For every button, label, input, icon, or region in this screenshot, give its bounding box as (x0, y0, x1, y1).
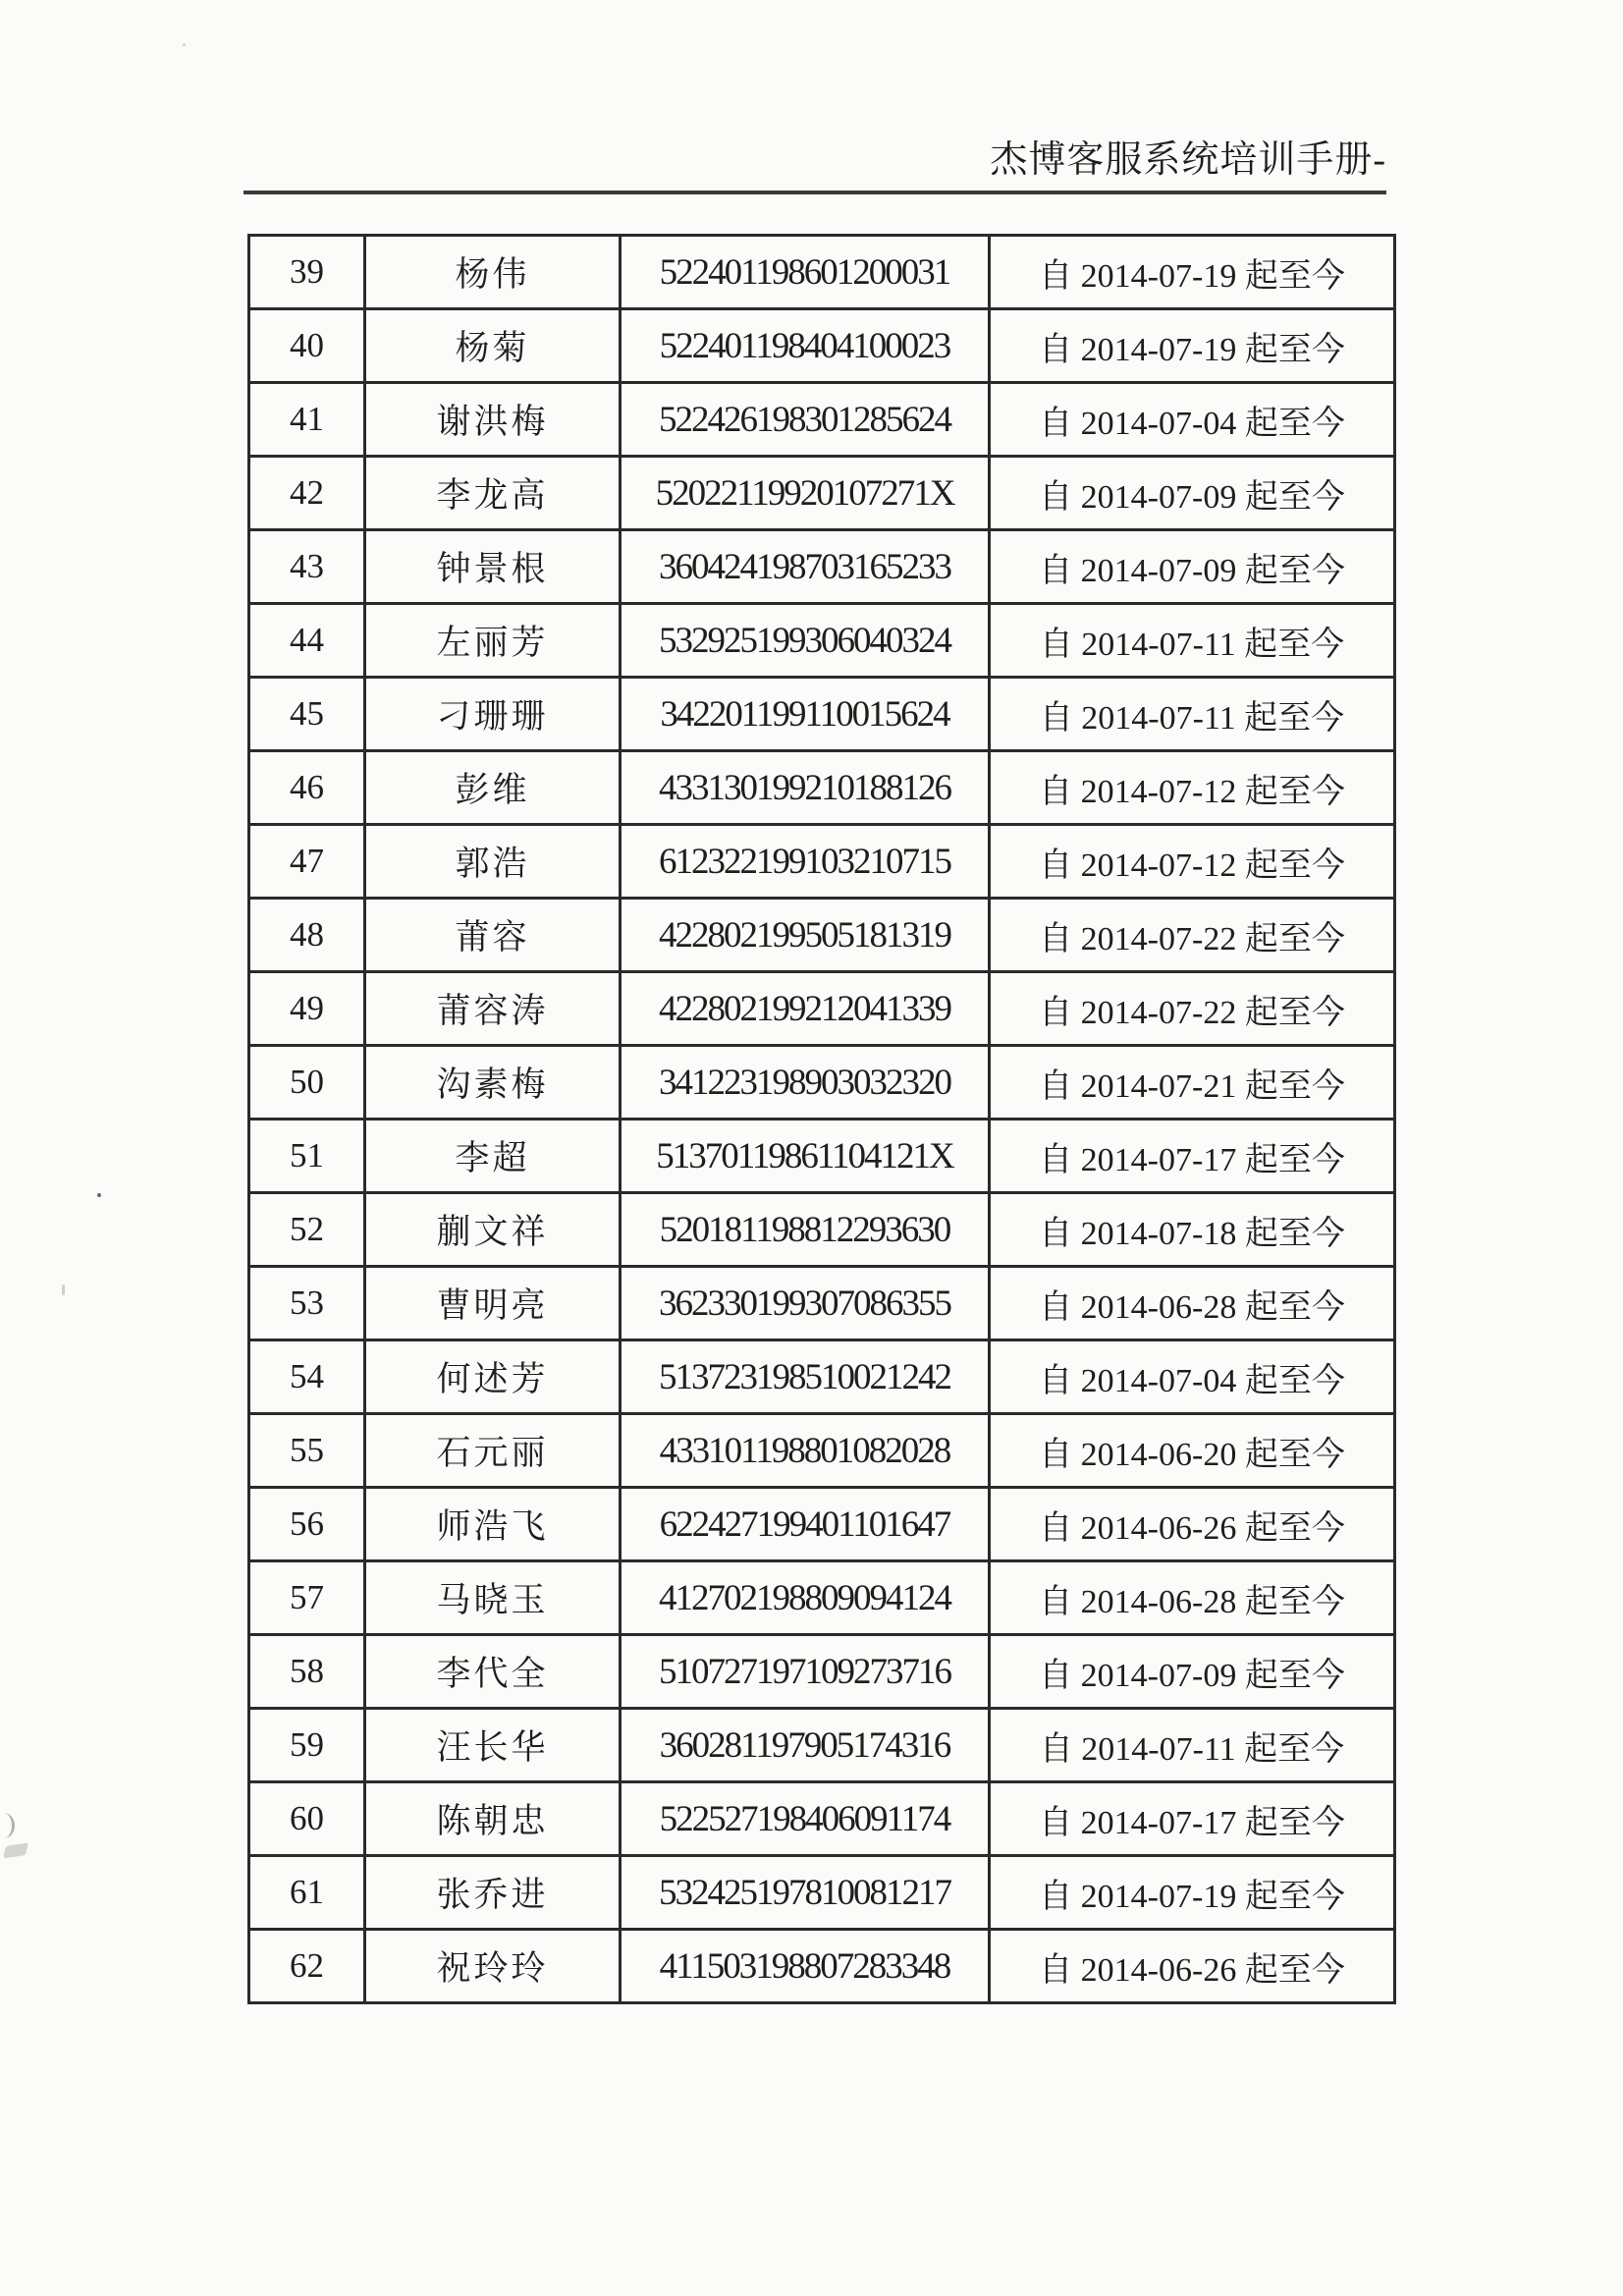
cell-id: 622427199401101647 (621, 1488, 990, 1561)
cell-id: 513723198510021242 (621, 1340, 990, 1414)
cell-index: 53 (249, 1267, 365, 1340)
cell-id: 612322199103210715 (621, 825, 990, 899)
cell-id: 433101198801082028 (621, 1414, 990, 1488)
cell-name: 钟景根 (365, 530, 621, 604)
cell-id: 422802199505181319 (621, 899, 990, 972)
cell-period: 自 2014-07-19 起至今 (990, 309, 1395, 383)
cell-name: 李超 (365, 1120, 621, 1193)
cell-period: 自 2014-07-17 起至今 (990, 1782, 1395, 1856)
table-row (249, 1414, 1395, 1488)
table-row (249, 236, 1395, 309)
cell-index: 39 (249, 236, 365, 309)
cell-period: 自 2014-07-17 起至今 (990, 1120, 1395, 1193)
cell-period: 自 2014-07-12 起至今 (990, 751, 1395, 825)
cell-name: 曹明亮 (365, 1267, 621, 1340)
cell-index: 62 (249, 1930, 365, 2003)
cell-period: 自 2014-07-04 起至今 (990, 1340, 1395, 1414)
table-row (249, 678, 1395, 751)
scan-artifact (97, 1193, 101, 1197)
table-row (249, 1782, 1395, 1856)
cell-index: 54 (249, 1340, 365, 1414)
roster-table-body (249, 236, 1395, 2003)
cell-name: 张乔进 (365, 1856, 621, 1930)
cell-index: 48 (249, 899, 365, 972)
cell-name: 杨菊 (365, 309, 621, 383)
cell-name: 李龙高 (365, 457, 621, 530)
cell-name: 刁珊珊 (365, 678, 621, 751)
cell-index: 55 (249, 1414, 365, 1488)
cell-name: 莆容 (365, 899, 621, 972)
cell-period: 自 2014-07-11 起至今 (990, 1709, 1395, 1782)
cell-name: 马晓玉 (365, 1561, 621, 1635)
cell-index: 42 (249, 457, 365, 530)
cell-id: 362330199307086355 (621, 1267, 990, 1340)
cell-name: 郭浩 (365, 825, 621, 899)
table-row (249, 1120, 1395, 1193)
cell-name: 左丽芳 (365, 604, 621, 678)
scan-artifact (183, 43, 186, 46)
cell-name: 蒯文祥 (365, 1193, 621, 1267)
cell-name: 彭维 (365, 751, 621, 825)
cell-id: 360424198703165233 (621, 530, 990, 604)
page-header-title: 杰博客服系统培训手册- (990, 139, 1386, 181)
table-row (249, 1340, 1395, 1414)
cell-period: 自 2014-07-22 起至今 (990, 899, 1395, 972)
table-row (249, 751, 1395, 825)
cell-period: 自 2014-07-21 起至今 (990, 1046, 1395, 1120)
cell-period: 自 2014-06-26 起至今 (990, 1488, 1395, 1561)
table-row (249, 457, 1395, 530)
cell-index: 45 (249, 678, 365, 751)
cell-index: 47 (249, 825, 365, 899)
cell-index: 44 (249, 604, 365, 678)
cell-period: 自 2014-07-09 起至今 (990, 1635, 1395, 1709)
table-row (249, 1267, 1395, 1340)
cell-id: 522401198404100023 (621, 309, 990, 383)
cell-index: 52 (249, 1193, 365, 1267)
table-row (249, 383, 1395, 457)
cell-id: 433130199210188126 (621, 751, 990, 825)
cell-id: 522401198601200031 (621, 236, 990, 309)
cell-period: 自 2014-07-19 起至今 (990, 236, 1395, 309)
cell-index: 43 (249, 530, 365, 604)
cell-name: 汪长华 (365, 1709, 621, 1782)
cell-id: 342201199110015624 (621, 678, 990, 751)
table-row (249, 1046, 1395, 1120)
cell-period: 自 2014-06-20 起至今 (990, 1414, 1395, 1488)
header-rule (243, 191, 1386, 194)
cell-id: 360281197905174316 (621, 1709, 990, 1782)
scan-artifact (3, 1813, 15, 1838)
cell-id: 510727197109273716 (621, 1635, 990, 1709)
cell-period: 自 2014-07-04 起至今 (990, 383, 1395, 457)
cell-index: 57 (249, 1561, 365, 1635)
cell-name: 谢洪梅 (365, 383, 621, 457)
table-row (249, 972, 1395, 1046)
roster-table (247, 234, 1396, 2004)
cell-index: 58 (249, 1635, 365, 1709)
table-row (249, 1930, 1395, 2003)
cell-period: 自 2014-06-28 起至今 (990, 1267, 1395, 1340)
cell-period: 自 2014-07-11 起至今 (990, 604, 1395, 678)
cell-index: 61 (249, 1856, 365, 1930)
cell-id: 522426198301285624 (621, 383, 990, 457)
table-row (249, 1193, 1395, 1267)
cell-index: 51 (249, 1120, 365, 1193)
cell-name: 石元丽 (365, 1414, 621, 1488)
table-row (249, 309, 1395, 383)
cell-id: 422802199212041339 (621, 972, 990, 1046)
cell-index: 40 (249, 309, 365, 383)
cell-index: 56 (249, 1488, 365, 1561)
cell-id: 412702198809094124 (621, 1561, 990, 1635)
table-row (249, 604, 1395, 678)
cell-name: 李代全 (365, 1635, 621, 1709)
cell-id: 52022119920107271X (621, 457, 990, 530)
cell-index: 59 (249, 1709, 365, 1782)
cell-index: 49 (249, 972, 365, 1046)
cell-period: 自 2014-07-18 起至今 (990, 1193, 1395, 1267)
cell-name: 陈朝忠 (365, 1782, 621, 1856)
table-row (249, 1856, 1395, 1930)
cell-name: 莆容涛 (365, 972, 621, 1046)
cell-period: 自 2014-07-22 起至今 (990, 972, 1395, 1046)
cell-id: 51370119861104121X (621, 1120, 990, 1193)
cell-name: 杨伟 (365, 236, 621, 309)
cell-id: 522527198406091174 (621, 1782, 990, 1856)
table-row (249, 1561, 1395, 1635)
cell-name: 沟素梅 (365, 1046, 621, 1120)
cell-index: 60 (249, 1782, 365, 1856)
cell-id: 341223198903032320 (621, 1046, 990, 1120)
cell-period: 自 2014-07-09 起至今 (990, 530, 1395, 604)
table-row (249, 530, 1395, 604)
cell-index: 41 (249, 383, 365, 457)
cell-name: 师浩飞 (365, 1488, 621, 1561)
cell-index: 50 (249, 1046, 365, 1120)
cell-index: 46 (249, 751, 365, 825)
scan-artifact (62, 1285, 65, 1295)
cell-id: 532925199306040324 (621, 604, 990, 678)
table-row (249, 1709, 1395, 1782)
cell-name: 何述芳 (365, 1340, 621, 1414)
cell-id: 411503198807283348 (621, 1930, 990, 2003)
cell-name: 祝玲玲 (365, 1930, 621, 2003)
table-row (249, 1488, 1395, 1561)
cell-period: 自 2014-07-12 起至今 (990, 825, 1395, 899)
scan-artifact (3, 1842, 28, 1858)
table-row (249, 899, 1395, 972)
cell-id: 532425197810081217 (621, 1856, 990, 1930)
cell-period: 自 2014-07-11 起至今 (990, 678, 1395, 751)
cell-period: 自 2014-07-19 起至今 (990, 1856, 1395, 1930)
cell-period: 自 2014-07-09 起至今 (990, 457, 1395, 530)
cell-period: 自 2014-06-26 起至今 (990, 1930, 1395, 2003)
table-row (249, 1635, 1395, 1709)
cell-id: 520181198812293630 (621, 1193, 990, 1267)
table-row (249, 825, 1395, 899)
cell-period: 自 2014-06-28 起至今 (990, 1561, 1395, 1635)
